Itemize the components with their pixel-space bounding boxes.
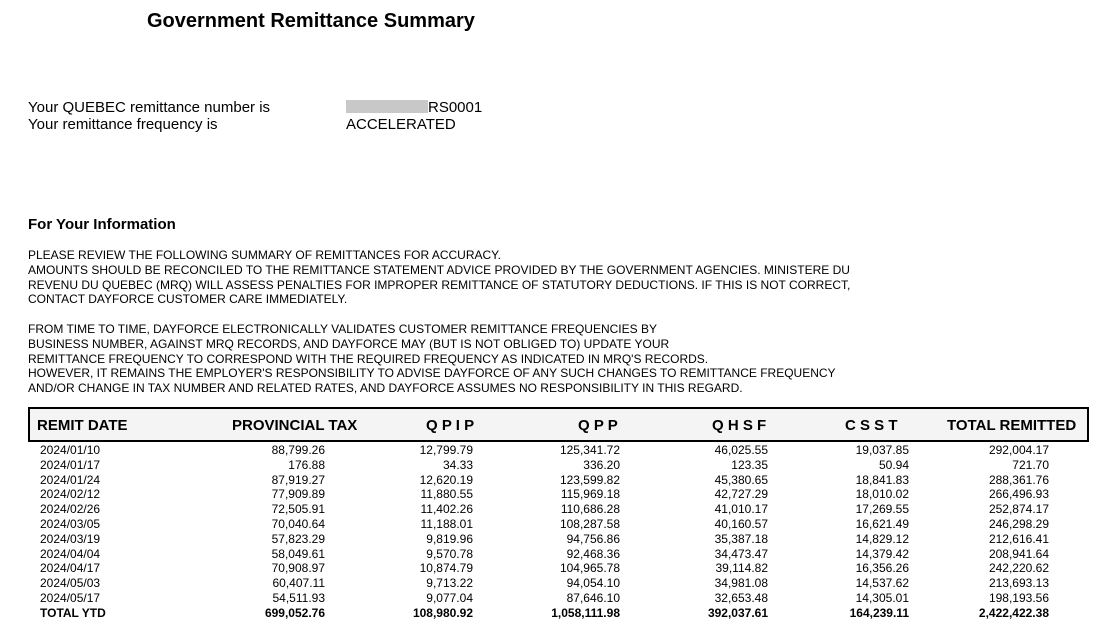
cell-total-remitted: 242,220.62 bbox=[988, 561, 1049, 576]
cell-provincial-tax: 57,823.29 bbox=[271, 531, 325, 546]
table-row bbox=[0, 517, 1111, 532]
cell-remit-date: 2024/04/04 bbox=[40, 546, 101, 561]
cell-qpip: 9,077.04 bbox=[426, 590, 473, 605]
cell-qpip: 10,874.79 bbox=[419, 561, 473, 576]
paragraph-line: AND/OR CHANGE IN TAX NUMBER AND RELATED RATES, AND DAYFORCE ASSUMES NO RESPONSIBILITY IN THIS REGARD. bbox=[28, 381, 743, 396]
cell-csst: 18,010.02 bbox=[855, 487, 909, 502]
cell-total-remitted: 266,496.93 bbox=[988, 487, 1049, 502]
col-qpp: Q P P bbox=[578, 417, 618, 434]
cell-provincial-tax: 60,407.11 bbox=[272, 576, 325, 591]
cell-csst: 19,037.85 bbox=[855, 443, 909, 457]
paragraph-line: REMITTANCE FREQUENCY TO CORRESPOND WITH THE REQUIRED FREQUENCY AS INDICATED IN MRQ'S RECORDS. bbox=[28, 351, 709, 366]
table-row bbox=[0, 532, 1111, 547]
fyi-heading: For Your Information bbox=[28, 216, 176, 233]
paragraph-line: AMOUNTS SHOULD BE RECONCILED TO THE REMITTANCE STATEMENT ADVICE PROVIDED BY THE GOVERNMENT AGENCIES. MINISTERE DU bbox=[28, 262, 850, 277]
cell-remit-date: 2024/01/17 bbox=[40, 457, 101, 472]
cell-qpp: 1,058,111.98 bbox=[551, 605, 620, 620]
table-row bbox=[0, 561, 1111, 576]
cell-csst: 16,356.26 bbox=[855, 561, 909, 576]
cell-csst: 17,269.55 bbox=[855, 502, 909, 517]
cell-qhsf: 39,114.82 bbox=[715, 561, 768, 576]
redacted-block bbox=[346, 100, 428, 113]
cell-qhsf: 45,380.65 bbox=[714, 472, 768, 487]
cell-qpp: 94,054.10 bbox=[566, 576, 620, 591]
cell-qhsf: 46,025.55 bbox=[714, 443, 768, 457]
table-row bbox=[0, 458, 1111, 473]
cell-csst: 14,829.12 bbox=[855, 531, 909, 546]
fyi-paragraph-2 bbox=[28, 322, 836, 396]
page-title: Government Remittance Summary bbox=[147, 10, 475, 32]
cell-qpip: 9,713.22 bbox=[426, 576, 473, 591]
cell-csst: 18,841.83 bbox=[855, 472, 909, 487]
table-row bbox=[0, 487, 1111, 502]
cell-provincial-tax: 176.88 bbox=[288, 457, 325, 472]
paragraph-line: BUSINESS NUMBER, AGAINST MRQ RECORDS, AND DAYFORCE MAY (BUT IS NOT OBLIGED TO) UPDATE YOUR bbox=[28, 336, 670, 351]
cell-qpp: 115,969.18 bbox=[560, 487, 620, 502]
cell-remit-date: 2024/02/26 bbox=[40, 502, 101, 517]
cell-remit-date: 2024/03/05 bbox=[40, 516, 101, 531]
cell-total-remitted: 292,004.17 bbox=[988, 443, 1049, 457]
cell-qpip: 34.33 bbox=[442, 457, 473, 472]
cell-provincial-tax: 88,799.26 bbox=[271, 443, 325, 457]
col-csst: C S S T bbox=[845, 417, 898, 434]
cell-provincial-tax: 699,052.76 bbox=[264, 605, 325, 620]
cell-qhsf: 123.35 bbox=[731, 457, 768, 472]
cell-provincial-tax: 58,049.61 bbox=[271, 546, 325, 561]
cell-total-remitted: 721.70 bbox=[1012, 457, 1049, 472]
cell-qpip: 11,402.26 bbox=[420, 502, 473, 517]
cell-qpp: 123,599.82 bbox=[559, 472, 620, 487]
cell-qpip: 9,570.78 bbox=[426, 546, 473, 561]
paragraph-line: PLEASE REVIEW THE FOLLOWING SUMMARY OF REMITTANCES FOR ACCURACY. bbox=[28, 248, 501, 262]
cell-qpp: 87,646.10 bbox=[566, 590, 620, 605]
table-row bbox=[0, 473, 1111, 488]
remittance-frequency-value: ACCELERATED bbox=[346, 116, 456, 133]
cell-qpip: 12,620.19 bbox=[419, 472, 473, 487]
cell-total-remitted: 288,361.76 bbox=[988, 472, 1049, 487]
cell-qhsf: 34,981.08 bbox=[714, 576, 768, 591]
cell-csst: 14,537.62 bbox=[855, 576, 909, 591]
remittance-number-label: Your QUEBEC remittance number is bbox=[28, 99, 271, 116]
cell-remit-date: 2024/03/19 bbox=[40, 531, 101, 546]
cell-qpp: 125,341.72 bbox=[559, 443, 620, 457]
table-body bbox=[0, 443, 1111, 621]
cell-qpp: 336.20 bbox=[583, 457, 620, 472]
col-qhsf: Q H S F bbox=[712, 417, 767, 434]
cell-qpp: 92,468.36 bbox=[566, 546, 620, 561]
cell-qhsf: 40,160.57 bbox=[714, 516, 768, 531]
cell-total-remitted: 198,193.56 bbox=[988, 590, 1049, 605]
cell-remit-date: 2024/01/24 bbox=[40, 472, 101, 487]
table-row bbox=[0, 547, 1111, 562]
cell-csst: 50.94 bbox=[878, 457, 909, 472]
paragraph-line: FROM TIME TO TIME, DAYFORCE ELECTRONICALLY VALIDATES CUSTOMER REMITTANCE FREQUENCIES BY bbox=[28, 322, 657, 336]
cell-remit-date: 2024/04/17 bbox=[40, 561, 101, 576]
cell-qhsf: 35,387.18 bbox=[714, 531, 768, 546]
cell-total-remitted: 212,616.41 bbox=[988, 531, 1049, 546]
cell-provincial-tax: 72,505.91 bbox=[271, 502, 325, 517]
col-total-remitted: TOTAL REMITTED bbox=[947, 417, 1077, 434]
cell-qpp: 94,756.86 bbox=[566, 531, 620, 546]
cell-csst: 16,621.49 bbox=[855, 516, 909, 531]
cell-qpip: 11,880.55 bbox=[420, 487, 473, 502]
cell-qhsf: 34,473.47 bbox=[714, 546, 768, 561]
cell-qpp: 108,287.58 bbox=[559, 516, 620, 531]
cell-qhsf: 42,727.29 bbox=[714, 487, 768, 502]
cell-qhsf: 392,037.61 bbox=[707, 605, 768, 620]
cell-total-remitted: 246,298.29 bbox=[988, 516, 1049, 531]
cell-qhsf: 32,653.48 bbox=[714, 590, 768, 605]
cell-provincial-tax: 70,040.64 bbox=[271, 516, 325, 531]
cell-csst: 164,239.11 bbox=[849, 605, 909, 620]
paragraph-line: HOWEVER, IT REMAINS THE EMPLOYER'S RESPONSIBILITY TO ADVISE DAYFORCE OF ANY SUCH CHANGES TO REMITTANCE FREQUENCY bbox=[28, 366, 836, 381]
cell-qpip: 9,819.96 bbox=[426, 531, 473, 546]
cell-qpp: 110,686.28 bbox=[560, 502, 620, 517]
cell-qpip: 11,188.01 bbox=[420, 516, 473, 531]
fyi-paragraph-1 bbox=[28, 248, 850, 307]
paragraph-line: REVENU DU QUEBEC (MRQ) WILL ASSESS PENALTIES FOR IMPROPER REMITTANCE OF STATUTORY DEDUCTIONS. IF THIS IS NOT CORRECT, bbox=[28, 277, 851, 292]
table-header bbox=[28, 407, 1089, 442]
cell-provincial-tax: 70,908.97 bbox=[271, 561, 325, 576]
table-row bbox=[0, 502, 1111, 517]
table-row bbox=[0, 591, 1111, 606]
total-row bbox=[0, 606, 1111, 621]
remittance-frequency-label: Your remittance frequency is bbox=[28, 116, 218, 133]
table-row bbox=[0, 576, 1111, 591]
col-qpip: Q P I P bbox=[426, 417, 475, 434]
remittance-number-value bbox=[346, 99, 482, 116]
cell-qpp: 104,965.78 bbox=[559, 561, 620, 576]
cell-total-remitted: 213,693.13 bbox=[988, 576, 1049, 591]
col-remit-date: REMIT DATE bbox=[37, 417, 128, 434]
cell-provincial-tax: 54,511.93 bbox=[272, 590, 325, 605]
cell-total-remitted: 2,422,422.38 bbox=[978, 605, 1049, 620]
cell-remit-date: 2024/01/10 bbox=[40, 443, 101, 457]
remittance-number-suffix: RS0001 bbox=[428, 99, 483, 116]
cell-csst: 14,379.42 bbox=[855, 546, 909, 561]
cell-qpip: 12,799.79 bbox=[419, 443, 473, 457]
cell-provincial-tax: 77,909.89 bbox=[271, 487, 325, 502]
paragraph-line: CONTACT DAYFORCE CUSTOMER CARE IMMEDIATELY. bbox=[28, 292, 348, 307]
col-provincial-tax: PROVINCIAL TAX bbox=[232, 417, 358, 434]
cell-remit-date: 2024/05/17 bbox=[40, 590, 101, 605]
cell-qpip: 108,980.92 bbox=[412, 605, 473, 620]
cell-qhsf: 41,010.17 bbox=[714, 502, 768, 517]
cell-total-remitted: 252,874.17 bbox=[988, 502, 1049, 517]
cell-provincial-tax: 87,919.27 bbox=[271, 472, 325, 487]
cell-remit-date: TOTAL YTD bbox=[40, 605, 106, 620]
cell-total-remitted: 208,941.64 bbox=[988, 546, 1049, 561]
cell-csst: 14,305.01 bbox=[855, 590, 909, 605]
table-row bbox=[0, 443, 1111, 458]
cell-remit-date: 2024/05/03 bbox=[40, 576, 101, 591]
cell-remit-date: 2024/02/12 bbox=[40, 487, 101, 502]
